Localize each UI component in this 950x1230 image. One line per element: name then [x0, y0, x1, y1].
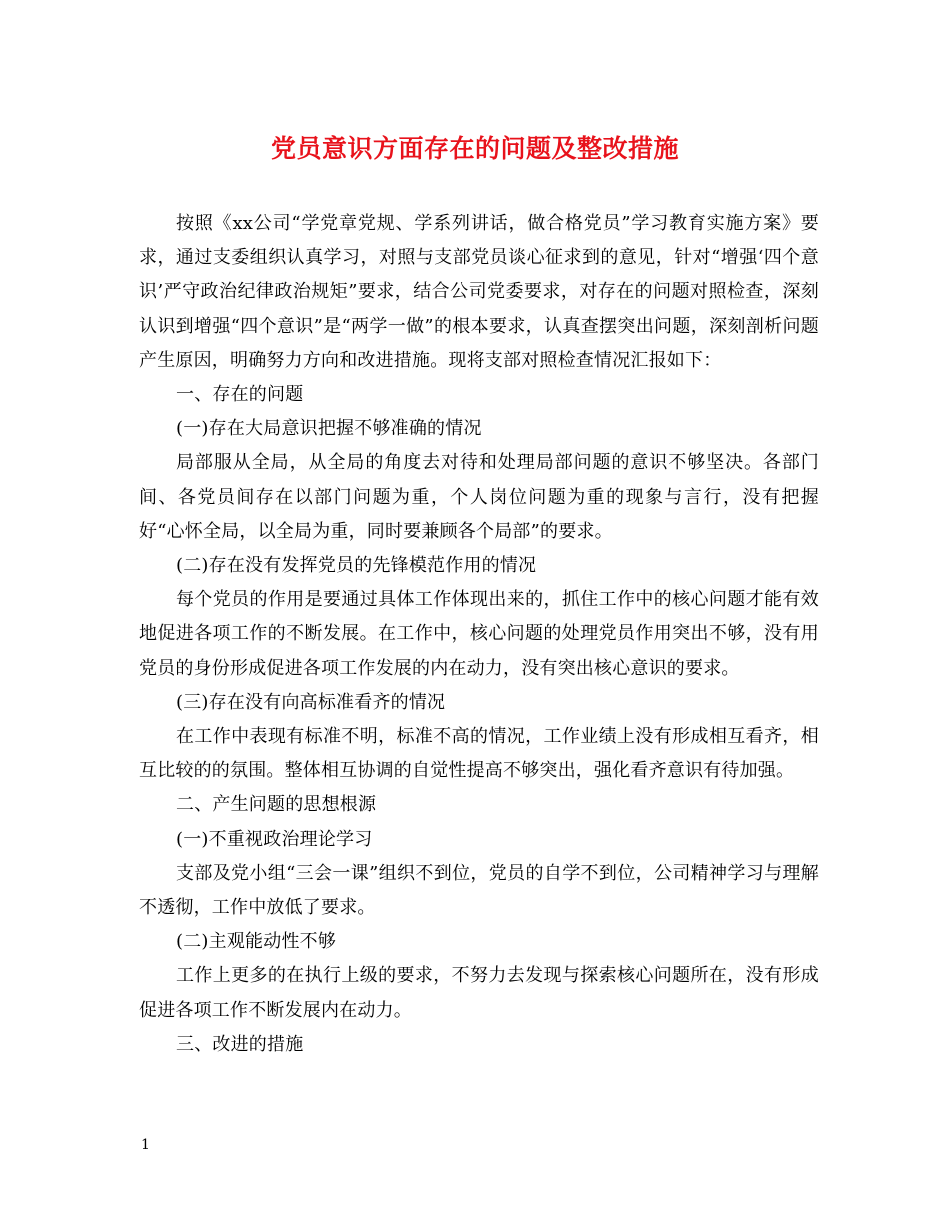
document-title: 党员意识方面存在的问题及整改措施 — [270, 134, 679, 163]
heading-section-1: 一、存在的问题 — [176, 384, 304, 406]
subheading-2-1: (一)不重视政治理论学习 — [176, 828, 373, 850]
paragraph-2-1: 支部及党小组“三会一课”组织不到位，党员的自学不到位，公司精神学习与理解不透彻，工作中放低了要求。 — [139, 862, 819, 919]
subheading-1-2: (二)存在没有发挥党员的先锋模范作用的情况 — [176, 555, 537, 577]
paragraph-intro: 按照《xx公司“学党章党规、学系列讲话，做合格党员”学习教育实施方案》要求，通过支委组织认真学习，对照与支部党员谈心征求到的意见，针对“增强‘四个意识’严守政治纪律政治规矩”要求，结合公司党委要求，对存在的问题对照检查，深刻认识到增强“四个意识”是“两学一做”的根本要求，认真查摆突出问题，深刻剖析问题产生原因，明确努力方向和改进措施。现将支部对照检查情况汇报如下： — [139, 213, 819, 371]
paragraph-1-1: 局部服从全局，从全局的角度去对待和处理局部问题的意识不够坚决。各部门间、各党员间存在以部门问题为重，个人岗位问题为重的现象与言行，没有把握好“心怀全局，以全局为重，同时要兼顾各个局部”的要求。 — [139, 452, 819, 542]
paragraph-2-2: 工作上更多的在执行上级的要求，不努力去发现与探索核心问题所在，没有形成促进各项工作不断发展内在动力。 — [139, 965, 819, 1021]
heading-section-2: 二、产生问题的思想根源 — [176, 794, 377, 816]
page-number: 1 — [141, 1137, 150, 1153]
subheading-1-3: (三)存在没有向高标准看齐的情况 — [176, 691, 446, 713]
paragraph-1-2: 每个党员的作用是要通过具体工作体现出来的，抓住工作中的核心问题才能有效地促进各项工作的不断发展。在工作中，核心问题的处理党员作用突出不够，没有用党员的身份形成促进各项工作发展的内在动力，没有突出核心意识的要求。 — [139, 589, 819, 679]
document-body — [139, 207, 819, 1062]
heading-section-3: 三、改进的措施 — [176, 1033, 304, 1055]
paragraph-1-3: 在工作中表现有标准不明，标准不高的情况，工作业绩上没有形成相互看齐，相互比较的的氛围。整体相互协调的自觉性提高不够突出，强化看齐意识有待加强。 — [139, 726, 819, 782]
subheading-2-2: (二)主观能动性不够 — [176, 931, 337, 953]
subheading-1-1: (一)存在大局意识把握不够准确的情况 — [176, 418, 482, 440]
